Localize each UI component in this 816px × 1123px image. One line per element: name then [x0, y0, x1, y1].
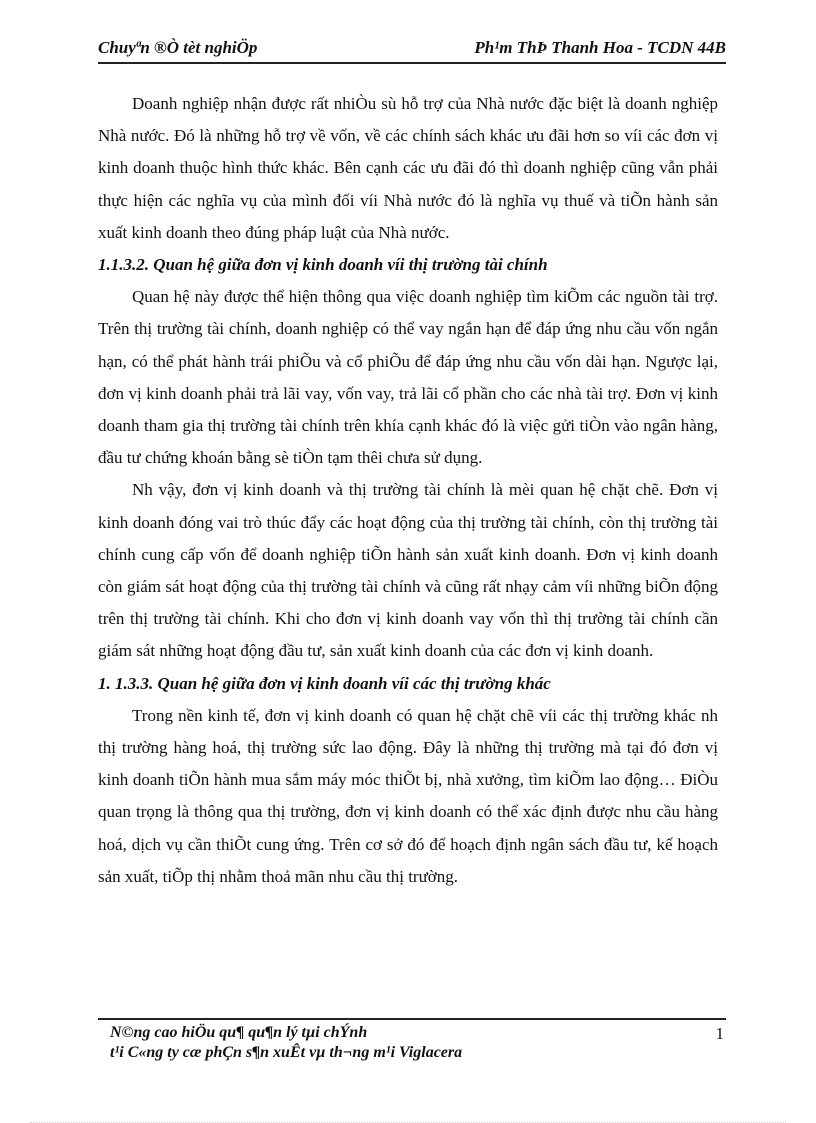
- section-heading-1-1-3-3: 1. 1.3.3. Quan hệ giữa đơn vị kinh doanh víi các thị trường khác: [98, 673, 551, 693]
- footer-divider: [98, 1018, 726, 1020]
- paragraph-3: Nh vậy, đơn vị kinh doanh và thị trường tài chính là mèi quan hệ chặt chẽ. Đơn vị kinh doanh đóng vai trò thúc đẩy các hoạt động của thị trường tài chính, còn thị trường tài chính cung cấp vốn để doanh nghiệp tiÕn hành sản xuất kinh doanh. Đơn vị kinh doanh còn giám sát hoạt động của thị trường tài chính và cũng rất nhạy cảm víi những biÕn động trên thị trường tài chính. Khi cho đơn vị kinh doanh vay vốn thì thị trường tài chính cần giám sát những hoạt động đầu tư, sản xuất kinh doanh của các đơn vị kinh doanh.: [98, 480, 718, 661]
- footer-title-line-1: N©ng cao hiÖu qu¶ qu¶n lý tµi chÝnh: [110, 1024, 368, 1041]
- page-number: 1: [715, 1024, 724, 1043]
- header-author: Ph¹m ThÞ Thanh Hoa - TCDN 44B: [474, 38, 726, 57]
- header-title: Chuyªn ®Ò tèt nghiÖp: [98, 38, 258, 57]
- paragraph-2: Quan hệ này được thể hiện thông qua việc doanh nghiệp tìm kiÕm các nguồn tài trợ. Trên thị trường tài chính, doanh nghiệp có thể vay ngắn hạn để đáp ứng nhu cầu vốn ngắn hạn, có thể phát hành trái phiÕu và cổ phiÕu để đáp ứng nhu cầu vốn dài hạn. Ngược lại, đơn vị kinh doanh phải trả lãi vay, vốn vay, trả lãi cổ phần cho các nhà tài trợ. Đơn vị kinh doanh tham gia thị trường tài chính trên khía cạnh khác đó là việc gửi tiÒn vào ngân hàng, đầu tư chứng khoán bằng sè tiÒn tạm thêi chưa sử dụng.: [98, 287, 718, 468]
- footer-title-line-2: t¹i C«ng ty cæ phÇn s¶n xuÊt vµ th¬ng m¹i Viglacera: [110, 1044, 463, 1061]
- document-body: [98, 88, 718, 893]
- paragraph-4: Trong nền kinh tế, đơn vị kinh doanh có quan hệ chặt chẽ víi các thị trường khác nh thị trường hàng hoá, thị trường sức lao động. Đây là những thị trường mà tại đó đơn vị kinh doanh tiÕn hành mua sắm máy móc thiÕt bị, nhà xưởng, tìm kiÕm lao động… ĐiÒu quan trọng là thông qua thị trường, đơn vị kinh doanh có thể xác định được nhu cầu hàng hoá, dịch vụ cần thiÕt cung ứng. Trên cơ sở đó để hoạch định ngân sách đầu tư, kế hoạch sản xuất, tiÕp thị nhằm thoả mãn nhu cầu thị trường.: [98, 705, 718, 886]
- paragraph-1: Doanh nghiệp nhận được rất nhiÒu sù hỗ trợ của Nhà nước đặc biệt là doanh nghiệp Nhà nước. Đó là những hỗ trợ về vốn, về các chính sách khác ưu đãi hơn so víi các đơn vị kinh doanh thuộc hình thức khác. Bên cạnh các ưu đãi đó thì doanh nghiệp cũng vẫn phải thực hiện các nghĩa vụ của mình đối víi Nhà nước đó là nghĩa vụ thuế và tiÕn hành sản xuất kinh doanh theo đúng pháp luật của Nhà nước.: [98, 94, 718, 242]
- page-header: [98, 38, 726, 64]
- section-heading-1-1-3-2: 1.1.3.2. Quan hệ giữa đơn vị kinh doanh víi thị trường tài chính: [98, 255, 548, 275]
